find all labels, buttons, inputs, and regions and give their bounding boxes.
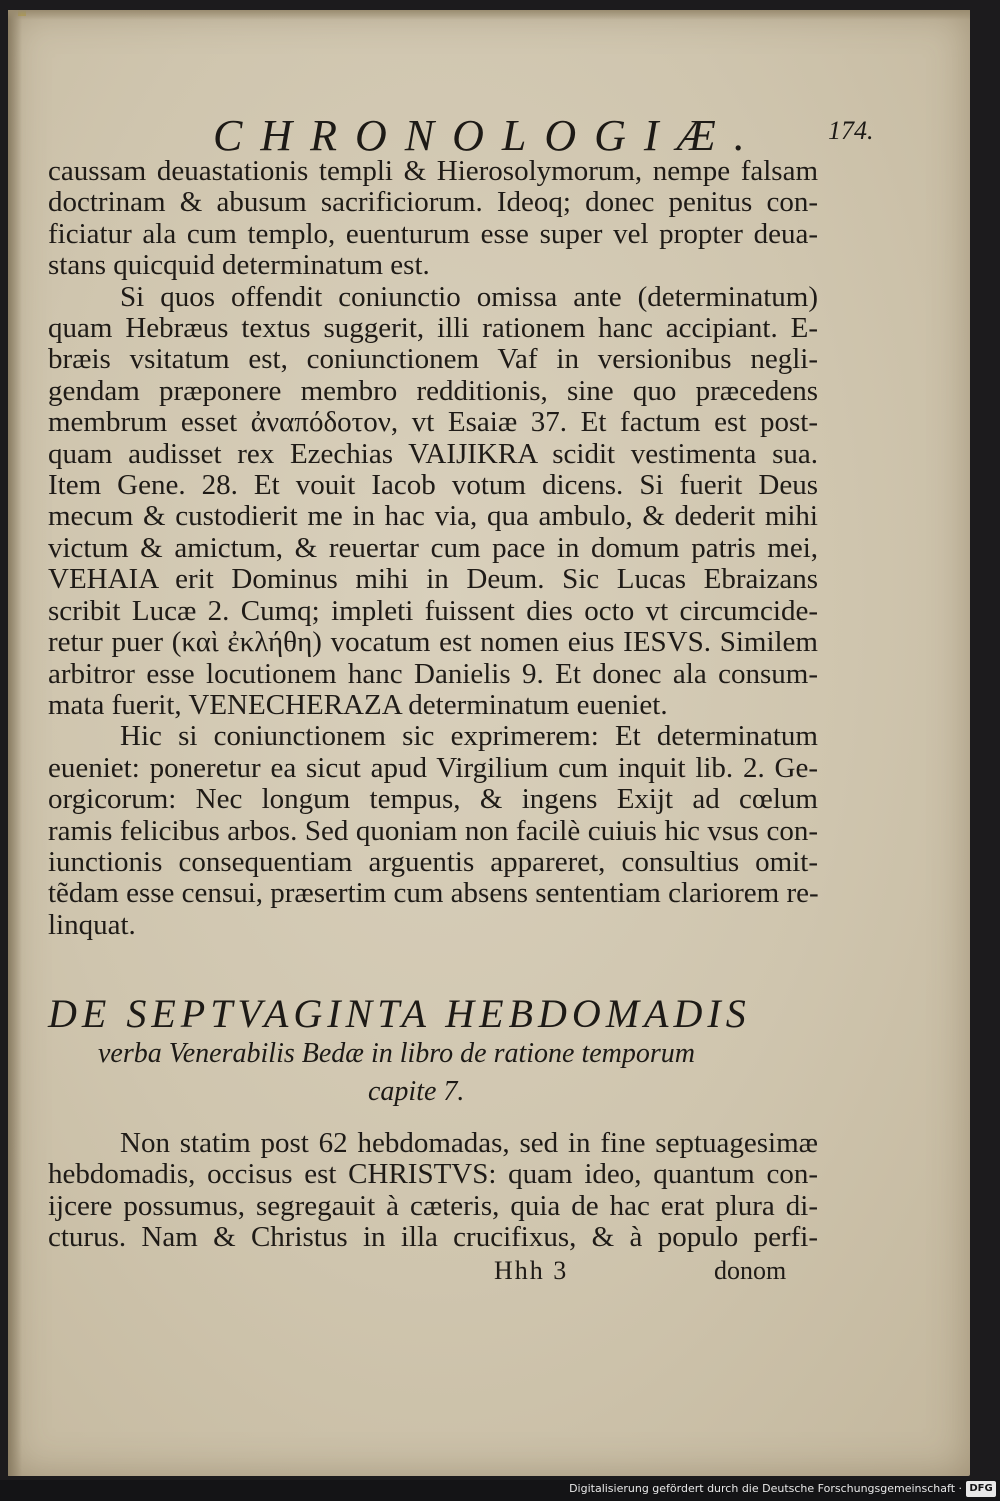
- text-line: quam audisset rex Ezechias VAIJIKRA scidit vestimenta sua.: [48, 437, 818, 470]
- text-line: doctrinam & abusum sacrificiorum. Ideoq; donec penitus con-: [48, 186, 818, 219]
- text-line: Non statim post 62 hebdomadas, sed in fine septuagesimæ: [120, 1127, 818, 1159]
- paragraph-2: [48, 282, 818, 722]
- section-chapter: capite 7.: [368, 1076, 465, 1107]
- page-number: 174.: [828, 116, 874, 145]
- text-line: mecum & custodierit me in hac via, qua ambulo, & dederit mihi: [48, 500, 818, 533]
- paragraph-4: [48, 1128, 818, 1254]
- page-spine-shadow: [8, 10, 22, 1476]
- text-line: cturus. Nam & Christus in illa crucifixus, & à populo perfi-: [48, 1221, 818, 1254]
- section-subtitle: verba Venerabilis Bedæ in libro de ratione temporum: [98, 1038, 695, 1069]
- text-line: ijcere possumus, segregauit à cæteris, quia de hac erat plura di-: [48, 1189, 818, 1222]
- text-line: Si quos offendit coniunctio omissa ante (determinatum): [120, 280, 818, 313]
- text-line: eueniet: poneretur ea sicut apud Virgilium cum inquit lib. 2. Ge-: [48, 751, 818, 784]
- page-header: [8, 110, 970, 160]
- text-line: hebdomadis, occisus est CHRISTVS: quam ideo, quantum con-: [48, 1158, 818, 1191]
- signature-mark: Hhh 3: [494, 1256, 569, 1285]
- text-line: orgicorum: Nec longum tempus, & ingens Exijt ad cœlum: [48, 783, 818, 816]
- text-line: scribit Lucæ 2. Cumq; impleti fuissent dies octo vt circumcide-: [48, 594, 818, 627]
- section-title: DE SEPTVAGINTA HEBDOMADIS: [48, 991, 751, 1036]
- text-line: arbitror esse locutionem hanc Danielis 9. Et donec ala consum-: [48, 657, 818, 690]
- catchword: donom: [714, 1256, 787, 1285]
- text-line: mata fuerit, VENECHERAZA determinatum eueniet.: [48, 688, 668, 721]
- body-text: [48, 156, 818, 941]
- text-line: victum & amictum, & reuertar cum pace in domum patris mei,: [48, 531, 818, 564]
- text-line: membrum esset ἀναπόδοτον, vt Esaiæ 37. Et factum est post-: [48, 406, 818, 439]
- text-line: iunctionis consequentiam arguentis appareret, consultius omit-: [48, 845, 818, 878]
- text-line: stans quicquid determinatum est.: [48, 249, 430, 282]
- text-line: ramis felicibus arbos. Sed quoniam non facilè cuiuis hic vsus con-: [48, 814, 818, 847]
- text-line: bræis vsitatum est, coniunctionem Vaf in versionibus negli-: [48, 343, 818, 376]
- text-line: tẽdam esse censui, præsertim cum absens sententiam clariorem re-: [48, 877, 819, 910]
- credit-bar: [0, 1480, 1000, 1501]
- text-line: linquat.: [48, 908, 136, 941]
- credit-text: Digitalisierung gefördert durch die Deutsche Forschungsgemeinschaft ·: [569, 1482, 962, 1495]
- text-line: retur puer (καὶ ἐκλήθη) vocatum est nomen eius IESVS. Similem: [48, 626, 818, 659]
- text-line: Hic si coniunctionem sic exprimerem: Et determinatum: [120, 720, 818, 753]
- book-page: [8, 10, 970, 1476]
- text-line: VEHAIA erit Dominus mihi in Deum. Sic Lucas Ebraizans: [48, 563, 818, 596]
- body-text-2: [48, 1128, 818, 1254]
- text-line: Item Gene. 28. Et vouit Iacob votum dicens. Si fuerit Deus: [48, 469, 818, 502]
- dfg-logo-icon: DFG: [966, 1481, 996, 1497]
- paragraph-3: [48, 721, 818, 941]
- text-line: quam Hebræus textus suggerit, illi rationem hanc accipiant. E-: [48, 312, 818, 345]
- running-title: CHRONOLOGIÆ.: [213, 111, 763, 160]
- text-line: ficiatur ala cum templo, euenturum esse super vel propter deua-: [48, 217, 818, 250]
- text-line: gendam præponere membro redditionis, sine quo præcedens: [48, 374, 818, 407]
- paragraph-1: [48, 156, 818, 282]
- page-top-edge: [8, 10, 970, 20]
- text-line: caussam deuastationis templi & Hierosolymorum, nempe falsam: [48, 155, 818, 187]
